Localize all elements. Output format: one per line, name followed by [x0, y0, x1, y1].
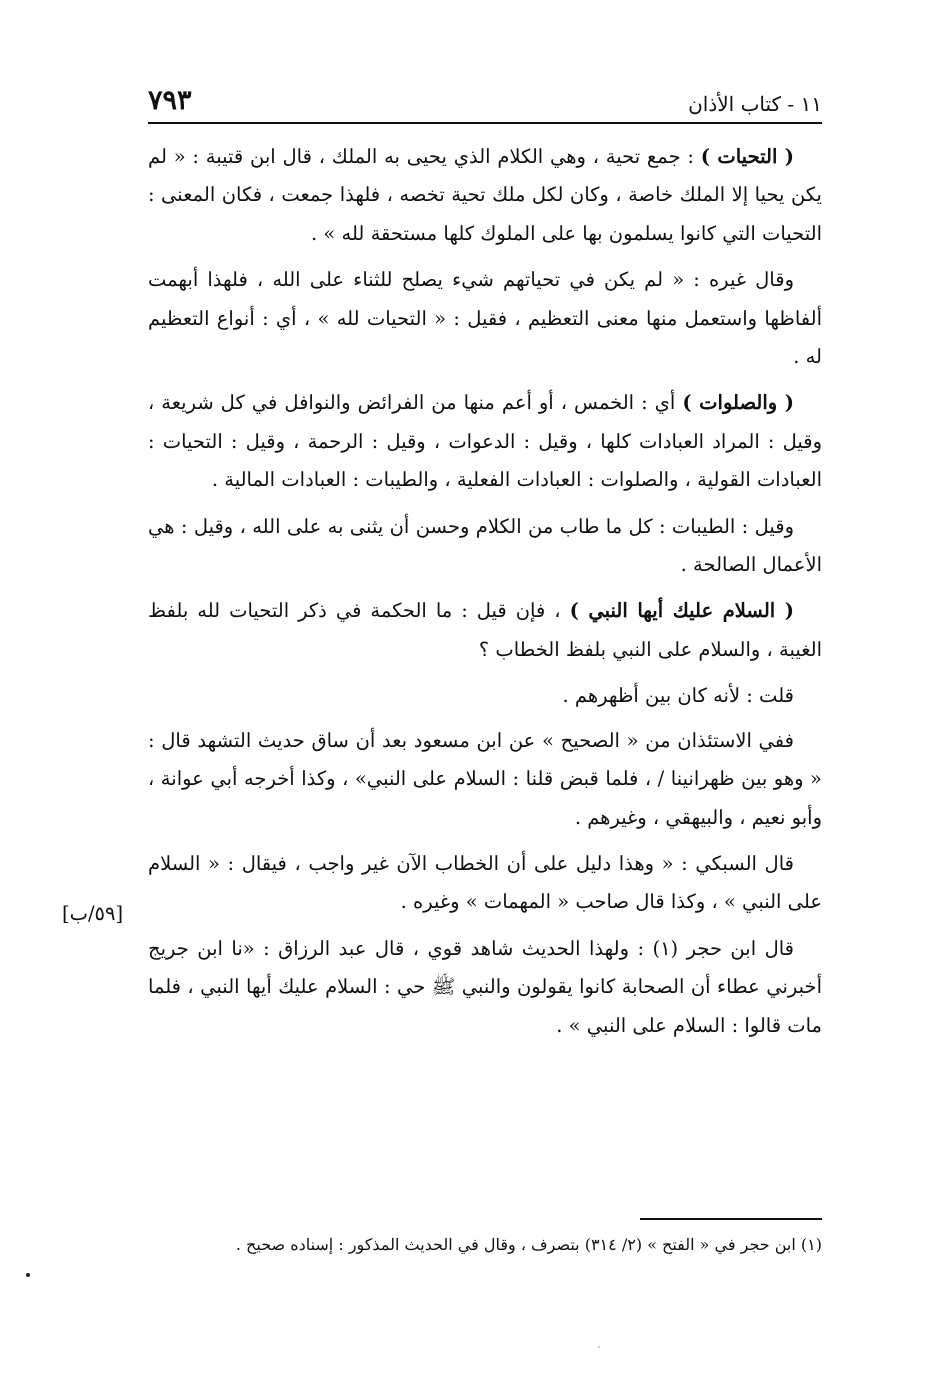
term-label: ( التحيات ) [700, 145, 795, 168]
page-header [148, 80, 822, 124]
paragraph-ibn-hajar [148, 930, 822, 1045]
paragraph-text: قال السبكي : « وهذا دليل على أن الخطاب الآن غير واجب ، فيقال : « السلام على النبي » ، وكذا قال صاحب « المهمات » وغيره . [148, 851, 822, 914]
paragraph-text: ، فإن قيل : ما الحكمة في ذكر التحيات لله بلفظ الغيبة ، والسلام على النبي بلفظ الخطاب ؟ [148, 599, 822, 661]
paragraph-tahiyyat [148, 138, 822, 253]
manuscript-folio-note: [٥٩/ب] [62, 902, 124, 925]
body-text [148, 138, 822, 1053]
paragraph-text: ففي الاستئذان من « الصحيح » عن ابن مسعود بعد أن ساق حديث التشهد قال : « وهو بين ظهرانينا / ، فلما قبض قلنا : السلام على النبي» ، وكذا أخرجه أبي عوانة ، وأبو نعيم ، والبيهقي ، وغيرهم . [148, 728, 822, 829]
footnote: (١) ابن حجر في « الفتح » (٢/ ٣١٤) بتصرف ، وقال في الحديث المذكور : إسناده صحيح . [235, 1235, 822, 1254]
paragraph-text: قال ابن حجر (١) : ولهذا الحديث شاهد قوي ، قال عبد الرزاق : «نا ابن جريج أخبرني عطاء أن الصحابة كانوا يقولون والنبي ﷺ حي : السلام عليك أيها النبي ، فلما مات قالوا : السلام على النبي » . [148, 936, 822, 1037]
print-speck [26, 1273, 30, 1277]
paragraph-text: : جمع تحية ، وهي الكلام الذي يحيى به الملك ، قال ابن قتيبة : « لم يكن يحيا إلا الملك خاصة ، وكان لكل ملك تحية تخصه ، فلهذا جمعت ، فكان المعنى : التحيات التي كانوا يسلمون بها على الملوك كلها مستحقة لله » . [148, 145, 822, 245]
paragraph-other-saying [148, 261, 822, 376]
chapter-title: ١١ - كتاب الأذان [688, 92, 822, 116]
paragraph-text: وقيل : الطيبات : كل ما طاب من الكلام وحسن أن يثنى به على الله ، وقيل : هي الأعمال الصالحة . [148, 514, 822, 577]
paragraph-salam [148, 592, 822, 669]
term-label: ( السلام عليك أيها النبي ) [569, 599, 794, 623]
term-label: ( والصلوات ) [682, 391, 794, 415]
footnote-divider [640, 1218, 822, 1220]
paragraph-text: أي : الخمس ، أو أعم منها من الفرائض والنوافل في كل شريعة ، وقيل : المراد العبادات كلها ، وقيل : الدعوات ، وقيل : الرحمة ، وقيل : التحيات : العبادات القولية ، والصلوات : العبادات الفعلية ، والطيبات : العبادات المالية . [148, 391, 822, 492]
paragraph-tayyibat [148, 508, 822, 585]
paragraph-salawat [148, 384, 822, 499]
paragraph-istidhan [148, 722, 822, 837]
paragraph-answer [148, 677, 822, 715]
paragraph-text: قلت : لأنه كان بين أظهرهم . [562, 684, 794, 708]
print-speck [598, 1346, 600, 1348]
page-number: ٧٩٣ [148, 85, 192, 116]
paragraph-subki [148, 845, 822, 922]
paragraph-text: وقال غيره : « لم يكن في تحياتهم شيء يصلح للثناء على الله ، فلهذا أبهمت ألفاظها واستعمل منها معنى التعظيم ، فقيل : « التحيات لله » ، أي : أنواع التعظيم له . [148, 268, 822, 369]
